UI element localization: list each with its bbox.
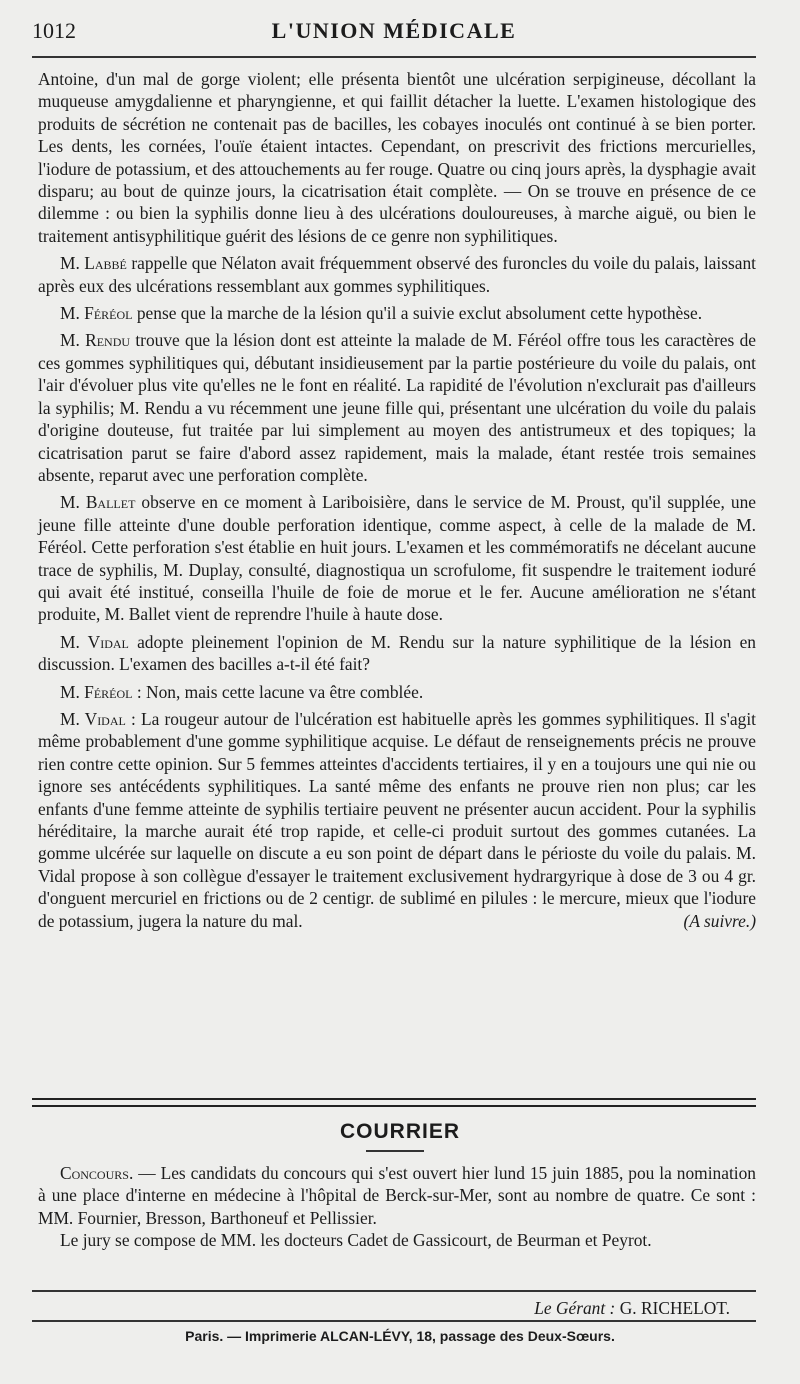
paragraph — [38, 491, 756, 625]
speaker-name: M. Féréol — [60, 303, 133, 324]
paragraph — [38, 708, 756, 932]
running-title: L'UNION MÉDICALE — [271, 18, 517, 43]
paragraph-text: observe en ce moment à Lariboisière, dans le service de M. Proust, qu'il supplée, une jeune fille atteinte d'une double perforation identique, comme aspect, à celle de la malade de M. Féréol. Cette perforation s'est établie en huit jours. L'examen et les commémoratifs ne décelant aucune trace de syphilis, M. Duplay, consulté, diagnostiqua un scrofulome, fit suspendre le traitement ioduré qui avait été institué, conseilla l'huile de foie de morue et le fer. Aucune amélioration ne s'étant produite, M. Ballet vient de reprendre l'huile à haute dose. — [38, 492, 756, 625]
speaker-name: M. Vidal : — [60, 708, 136, 729]
paragraph-text: rappelle que Nélaton avait fréquemment observé des furoncles du voile du palais, laissant après eux des ulcérations ressemblant aux gommes syphilitiques. — [38, 253, 756, 296]
continuation-note: (A suivre.) — [683, 910, 756, 931]
speaker-name: M. Féréol : — [60, 681, 142, 702]
paragraph — [38, 68, 756, 247]
page-header — [32, 18, 756, 48]
paragraph-text: pense que la marche de la lésion qu'il a suivie exclut absolument cette hypothèse. — [132, 303, 703, 324]
gerant-label: Le Gérant : — [534, 1298, 616, 1318]
paragraph — [38, 252, 756, 297]
paragraph — [38, 1229, 756, 1251]
page-number: 1012 — [32, 18, 76, 43]
paragraph — [38, 302, 756, 324]
speaker-name: M. Labbé — [60, 253, 127, 274]
article-body — [38, 68, 756, 937]
paragraph — [38, 329, 756, 486]
paragraph — [38, 681, 756, 703]
notice-lead: Concours. — [60, 1163, 134, 1183]
courrier-body — [38, 1162, 756, 1252]
header-rule — [32, 56, 756, 58]
title-underline — [366, 1150, 424, 1152]
paragraph — [38, 631, 756, 676]
paragraph-text: adopte pleinement l'opinion de M. Rendu sur la nature syphilitique de la lésion en discussion. L'examen des bacilles a-t-il été fait? — [38, 631, 756, 675]
paragraph-text: La rougeur autour de l'ulcération est habituelle après les gommes syphilitiques. Il s'agit même probablement d'une gomme syphilitique acquise. Le défaut de renseignements précis ne prouve rien contre cette opinion. Sur 5 femmes atteintes d'accidents tertiaires, il y en a toujours une qui nie ou ignore ses antécédents syphilitiques. La santé même des enfants ne prouve rien non plus; car les enfants d'une femme atteinte de syphilis tertiaire peuvent ne présenter aucun accident. Pour la syphilis héréditaire, la marche aurait été trop rapide, et celle-ci produit surtout des gommes cutanées. La gomme ulcérée sur laquelle on discute a eu son point de départ dans le périoste du voile du palais. M. Vidal propose à son collègue d'essayer le traitement exclusivement hydrargyrique à dose de 3 ou 4 gr. d'onguent mercuriel en frictions ou de 2 centigr. de sublimé en pilules : le mercure, mieux que l'iodure de potassium, jugera la nature du mal. — [38, 708, 756, 931]
speaker-name: M. Vidal — [60, 631, 129, 652]
printer-imprint: Paris. — Imprimerie ALCAN-LÉVY, 18, passage des Deux-Sœurs. — [185, 1328, 615, 1344]
speaker-name: M. Rendu — [60, 330, 131, 351]
paragraph — [38, 1162, 756, 1229]
footer-rule-bottom — [32, 1320, 756, 1322]
paragraph-text: Le jury se compose de MM. les docteurs Cadet de Gassicourt, de Beurman et Peyrot. — [60, 1230, 652, 1251]
paragraph-text: trouve que la lésion dont est atteinte la malade de M. Féréol offre tous les caractères de ces gommes syphilitiques qui, débutant insidieusement par la partie postérieure du voile du palais, ont l'air d'évoluer plus vite qu'elles ne le font en réalité. La rapidité de l'évolution n'exclurait pas d'ailleurs la syphilis; M. Rendu a vu récemment une jeune fille qui, présentant une ulcération du voile du palais d'origine douteuse, fut traitée par lui simplement au moyen des antistrumeux et des topiques; la cicatrisation parut se faire d'abord assez rapidement, mais la malade, étant restée trois semaines absente, reparut avec une perforation complète. — [38, 330, 756, 485]
gerant-signature — [534, 1298, 730, 1319]
section-title: COURRIER — [339, 1120, 460, 1143]
paragraph-text: Antoine, d'un mal de gorge violent; elle présenta bientôt une ulcération serpigineuse, décollant la muqueuse amygdalienne et pharyngienne, et qui faillit détacher la luette. L'examen histologique des produits de sécrétion ne contenait pas de bacilles, les cobayes inoculés ont continué à se bien porter. Les dents, les cornées, l'ouïe étaient intactes. Cependant, on prescrivit des frictions mercurielles, l'iodure de potassium, et des attouchements au fer rouge. Quatre ou cinq jours après, la dysphagie avait disparu; au bout de quinze jours, la cicatrisation était complète. — On se trouve en présence de ce dilemme : ou bien la syphilis donne lieu à des ulcérations douloureuses, à marche aiguë, ou bien le traitement antisyphilitique guérit des lésions de ce genre non syphilitiques. — [38, 69, 756, 246]
paragraph-text: — Les candidats du concours qui s'est ouvert hier lund 15 juin 1885, pou la nomination à une place d'interne en médecine à l'hôpital de Berck-sur-Mer, sont au nombre de quatre. Ce sont : MM. Fournier, Bresson, Barthoneuf et Pellissier. — [38, 1163, 756, 1228]
speaker-name: M. Ballet — [60, 492, 136, 513]
section-double-rule — [32, 1098, 756, 1107]
footer-rule-top — [32, 1290, 756, 1292]
paragraph-text: Non, mais cette lacune va être comblée. — [141, 681, 424, 702]
gerant-name: G. RICHELOT. — [619, 1298, 730, 1318]
